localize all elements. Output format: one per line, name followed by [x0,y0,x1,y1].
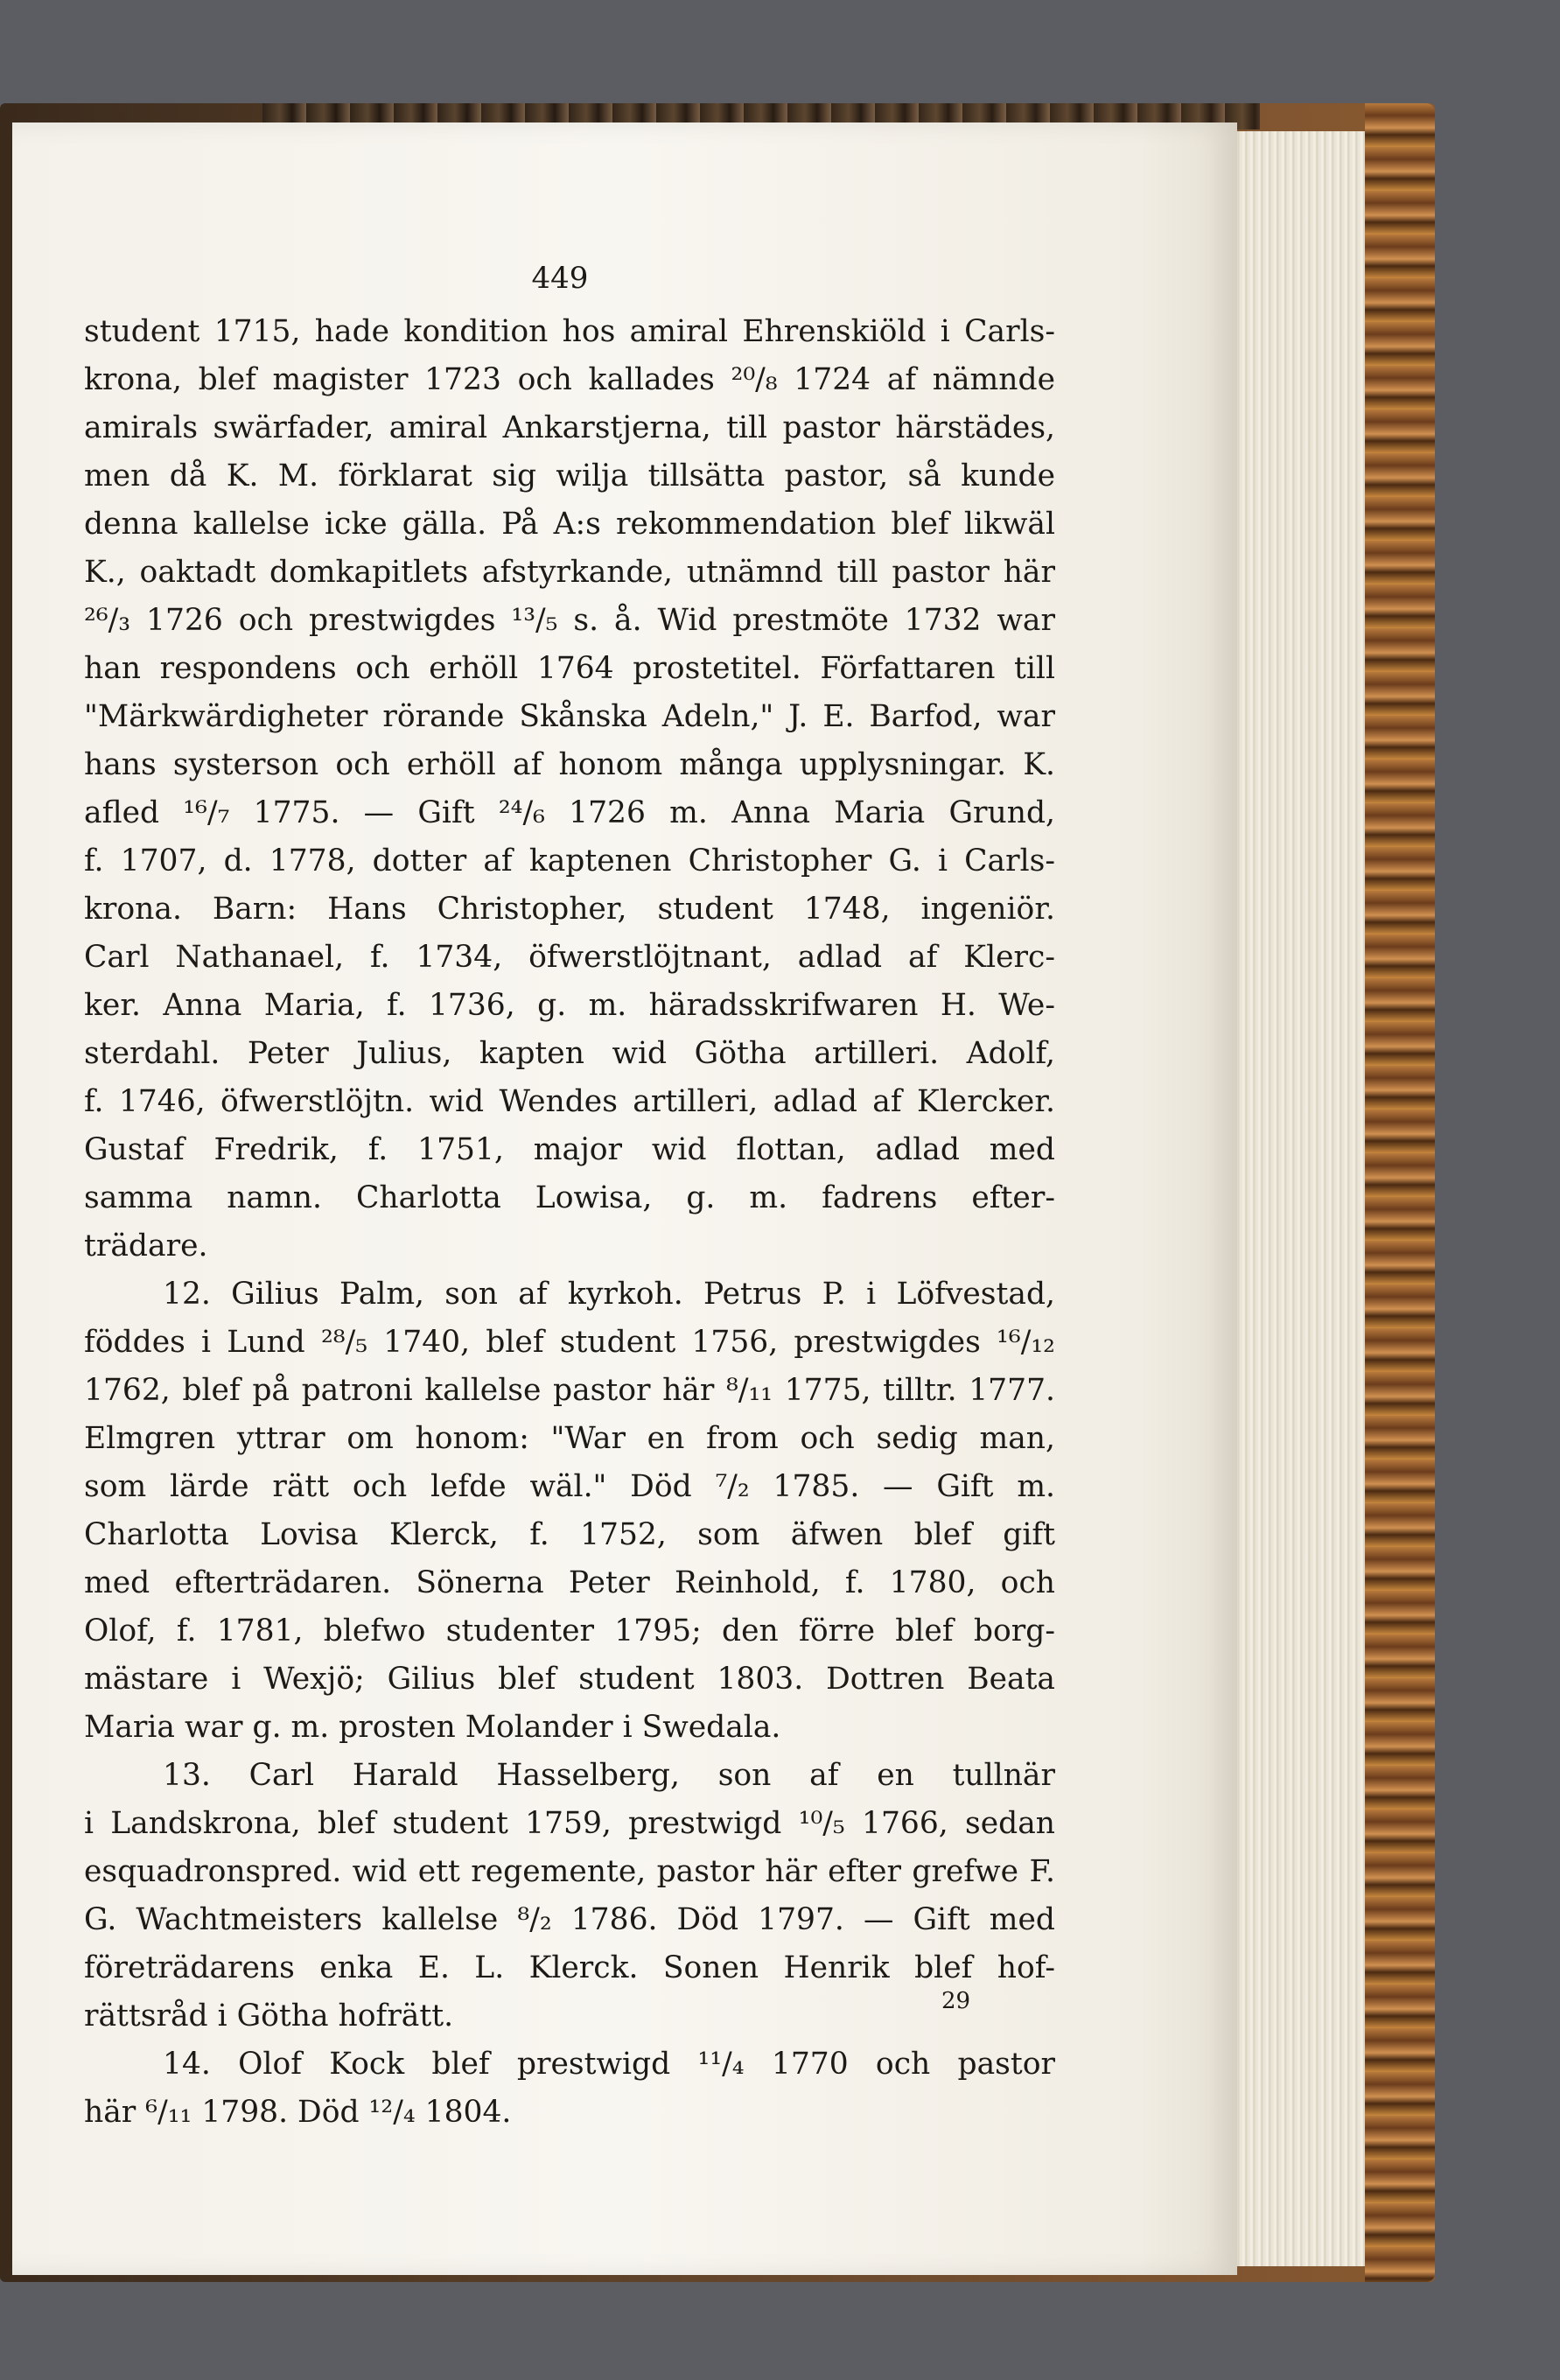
text-line: f. 1746, öfwerstlöjtn. wid Wendes artilleri, adlad af Klercker. [84,1084,1055,1119]
page-number: 449 [531,261,589,296]
text-line: K., oaktadt domkapitlets afstyrkande, utnämnd till pastor här [84,555,1055,590]
text-line: rättsråd i Götha hofrätt. [84,1998,454,2034]
text-line: som lärde rätt och lefde wäl." Död ⁷/₂ 1785. — Gift m. [84,1469,1055,1504]
text-line: student 1715, hade kondition hos amiral Ehrenskiöld i Carls- [84,314,1055,349]
signature-mark: 29 [941,1988,971,2014]
text-line: han respondens och erhöll 1764 prostetitel. Författaren till [84,651,1055,686]
text-line: 13. Carl Harald Hasselberg, son af en tullnär [163,1758,1055,1793]
text-line: esquadronspred. wid ett regemente, pastor här efter grefwe F. [84,1854,1055,1889]
text-line: ²⁶/₃ 1726 och prestwigdes ¹³/₅ s. å. Wid prestmöte 1732 war [84,603,1055,638]
text-line: Carl Nathanael, f. 1734, öfwerstlöjtnant, adlad af Klerc- [84,940,1055,975]
text-line: samma namn. Charlotta Lowisa, g. m. fadrens efter- [84,1180,1055,1215]
body-text [84,308,1055,2137]
book-cover-edge [1365,103,1435,2282]
text-line: Olof, f. 1781, blefwo studenter 1795; den förre blef borg- [84,1614,1055,1648]
text-line: trädare. [84,1228,208,1264]
text-line: krona. Barn: Hans Christopher, student 1748, ingeniör. [84,892,1055,927]
text-line: Elmgren yttrar om honom: "War en from och sedig man, [84,1421,1055,1456]
text-line: 1762, blef på patroni kallelse pastor här ⁸/₁₁ 1775, tilltr. 1777. [84,1373,1055,1408]
text-line: mästare i Wexjö; Gilius blef student 1803. Dottren Beata [84,1662,1055,1697]
text-line: 14. Olof Kock blef prestwigd ¹¹/₄ 1770 och pastor [163,2047,1055,2082]
text-line: denna kallelse icke gälla. På A:s rekommendation blef likwäl [84,507,1055,542]
text-line: krona, blef magister 1723 och kallades ²⁰/₈ 1724 af nämnde [84,362,1055,397]
text-line: sterdahl. Peter Julius, kapten wid Götha artilleri. Adolf, [84,1036,1055,1071]
text-line: företrädarens enka E. L. Klerck. Sonen Henrik blef hof- [84,1950,1055,1985]
text-line: här ⁶/₁₁ 1798. Död ¹²/₄ 1804. [84,2095,512,2130]
text-line: i Landskrona, blef student 1759, prestwigd ¹⁰/₅ 1766, sedan [84,1806,1055,1841]
text-line: hans systerson och erhöll af honom många upplysningar. K. [84,747,1055,782]
text-line: ker. Anna Maria, f. 1736, g. m. häradsskrifwaren H. We- [84,988,1055,1023]
text-line: f. 1707, d. 1778, dotter af kaptenen Christopher G. i Carls- [84,844,1055,878]
text-line: Gustaf Fredrik, f. 1751, major wid flottan, adlad med [84,1132,1055,1167]
text-line: amirals swärfader, amiral Ankarstjerna, till pastor härstädes, [84,410,1055,445]
text-line: föddes i Lund ²⁸/₅ 1740, blef student 1756, prestwigdes ¹⁶/₁₂ [84,1325,1055,1360]
text-line: G. Wachtmeisters kallelse ⁸/₂ 1786. Död 1797. — Gift med [84,1902,1055,1937]
page-stack [1225,131,1365,2266]
text-line: med efterträdaren. Sönerna Peter Reinhold, f. 1780, och [84,1565,1055,1600]
text-line: men då K. M. förklarat sig wilja tillsätta pastor, så kunde [84,458,1055,494]
text-line: 12. Gilius Palm, son af kyrkoh. Petrus P. i Löfvestad, [163,1277,1055,1312]
text-line: Maria war g. m. prosten Molander i Swedala. [84,1710,781,1745]
text-line: Charlotta Lovisa Klerck, f. 1752, som äfwen blef gift [84,1517,1055,1552]
text-line: afled ¹⁶/₇ 1775. — Gift ²⁴/₆ 1726 m. Anna Maria Grund, [84,795,1055,830]
text-line: "Märkwärdigheter rörande Skånska Adeln," J. E. Barfod, war [84,699,1055,734]
